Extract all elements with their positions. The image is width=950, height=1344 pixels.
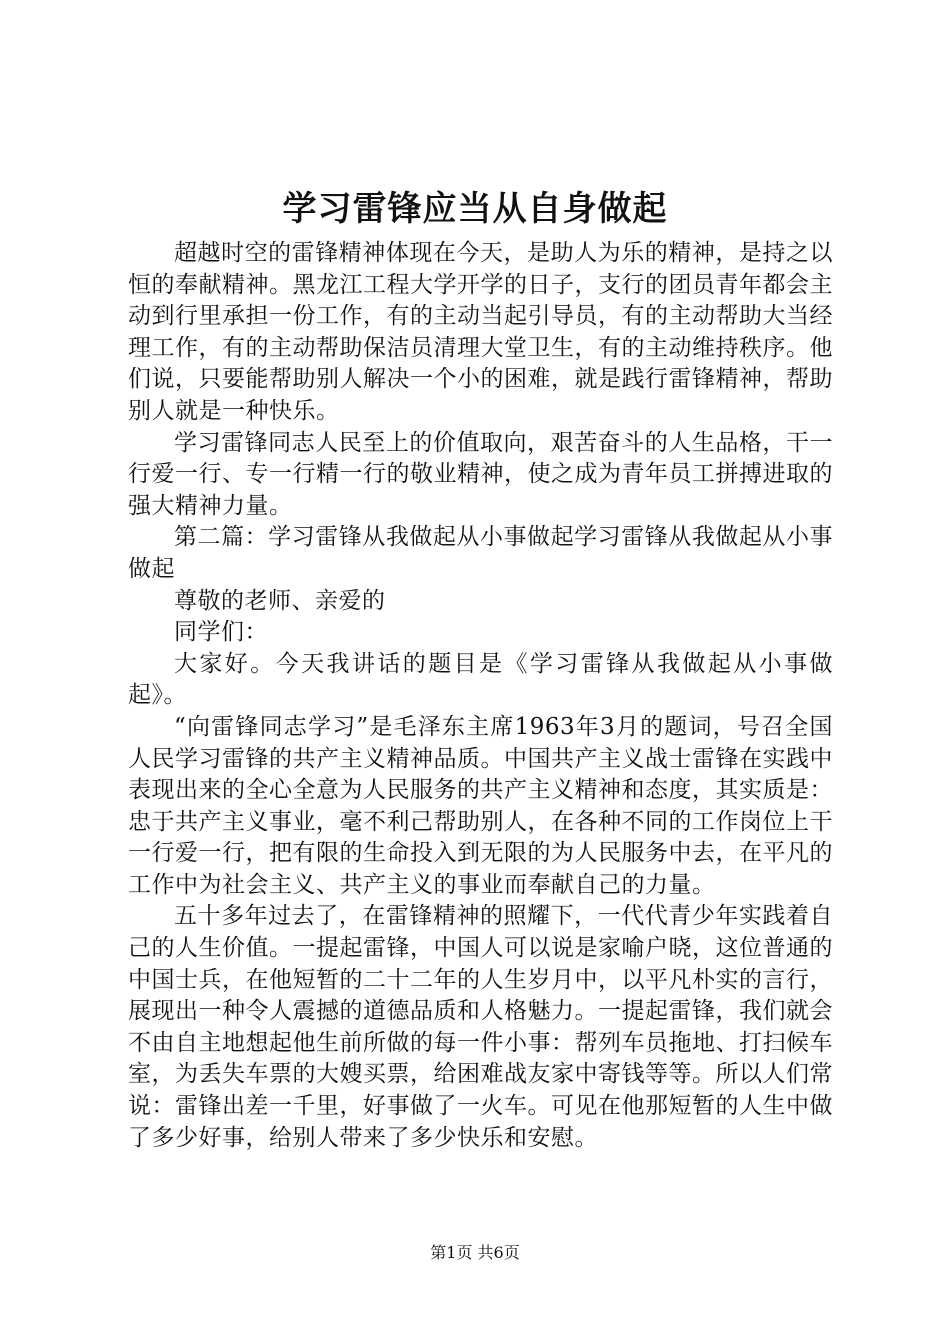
salutation: 尊敬的老师、亲爱的 — [174, 587, 386, 614]
document-body — [128, 238, 833, 1154]
paragraph: 学习雷锋同志人民至上的价值取向，艰苦奋斗的人生品格，干一行爱一行、专一行精一行的敬业精神，使之成为青年员工拼搏进取的强大精神力量。 — [128, 429, 833, 519]
paragraph: 五十多年过去了，在雷锋精神的照耀下，一代代青少年实践着自己的人生价值。一提起雷锋，中国人可以说是家喻户晓，这位普通的中国士兵，在他短暂的二十二年的人生岁月中，以平凡朴实的言行，展现出一种令人震撼的道德品质和人格魅力。一提起雷锋，我们就会不由自主地想起他生前所做的每一件小事：帮列车员拖地、打扫候车室，为丢失车票的大嫂买票，给困难战友家中寄钱等等。所以人们常说：雷锋出差一千里，好事做了一火车。可见在他那短暂的人生中做了多少好事，给别人带来了多少快乐和安慰。 — [128, 903, 833, 1151]
paragraph: 超越时空的雷锋精神体现在今天，是助人为乐的精神，是持之以恒的奉献精神。黑龙江工程大学开学的日子，支行的团员青年都会主动到行里承担一份工作，有的主动当起引导员，有的主动帮助大当经理工作，有的主动帮助保洁员清理大堂卫生，有的主动维持秩序。他们说，只要能帮助别人解决一个小的困难，就是践行雷锋精神，帮助别人就是一种快乐。 — [128, 240, 833, 424]
paragraph: 大家好。今天我讲话的题目是《学习雷锋从我做起从小事做起》。 — [128, 650, 833, 709]
section-heading: 第二篇：学习雷锋从我做起从小事做起学习雷锋从我做起从小事做起 — [128, 524, 833, 582]
page-number-footer: 第1页 共6页 — [430, 1243, 520, 1262]
salutation: 同学们： — [174, 619, 268, 646]
page-title: 学习雷锋应当从自身做起 — [282, 189, 668, 229]
paragraph: “向雷锋同志学习”是毛泽东主席1963年3月的题词，号召全国人民学习雷锋的共产主义精神品质。中国共产主义战士雷锋在实践中表现出来的全心全意为人民服务的共产主义精神和态度，其实质是：忠于共产主义事业，毫不利己帮助别人，在各种不同的工作岗位上干一行爱一行，把有限的生命投入到无限的为人民服务中去，在平凡的工作中为社会主义、共产主义的事业而奉献自己的力量。 — [128, 713, 833, 898]
